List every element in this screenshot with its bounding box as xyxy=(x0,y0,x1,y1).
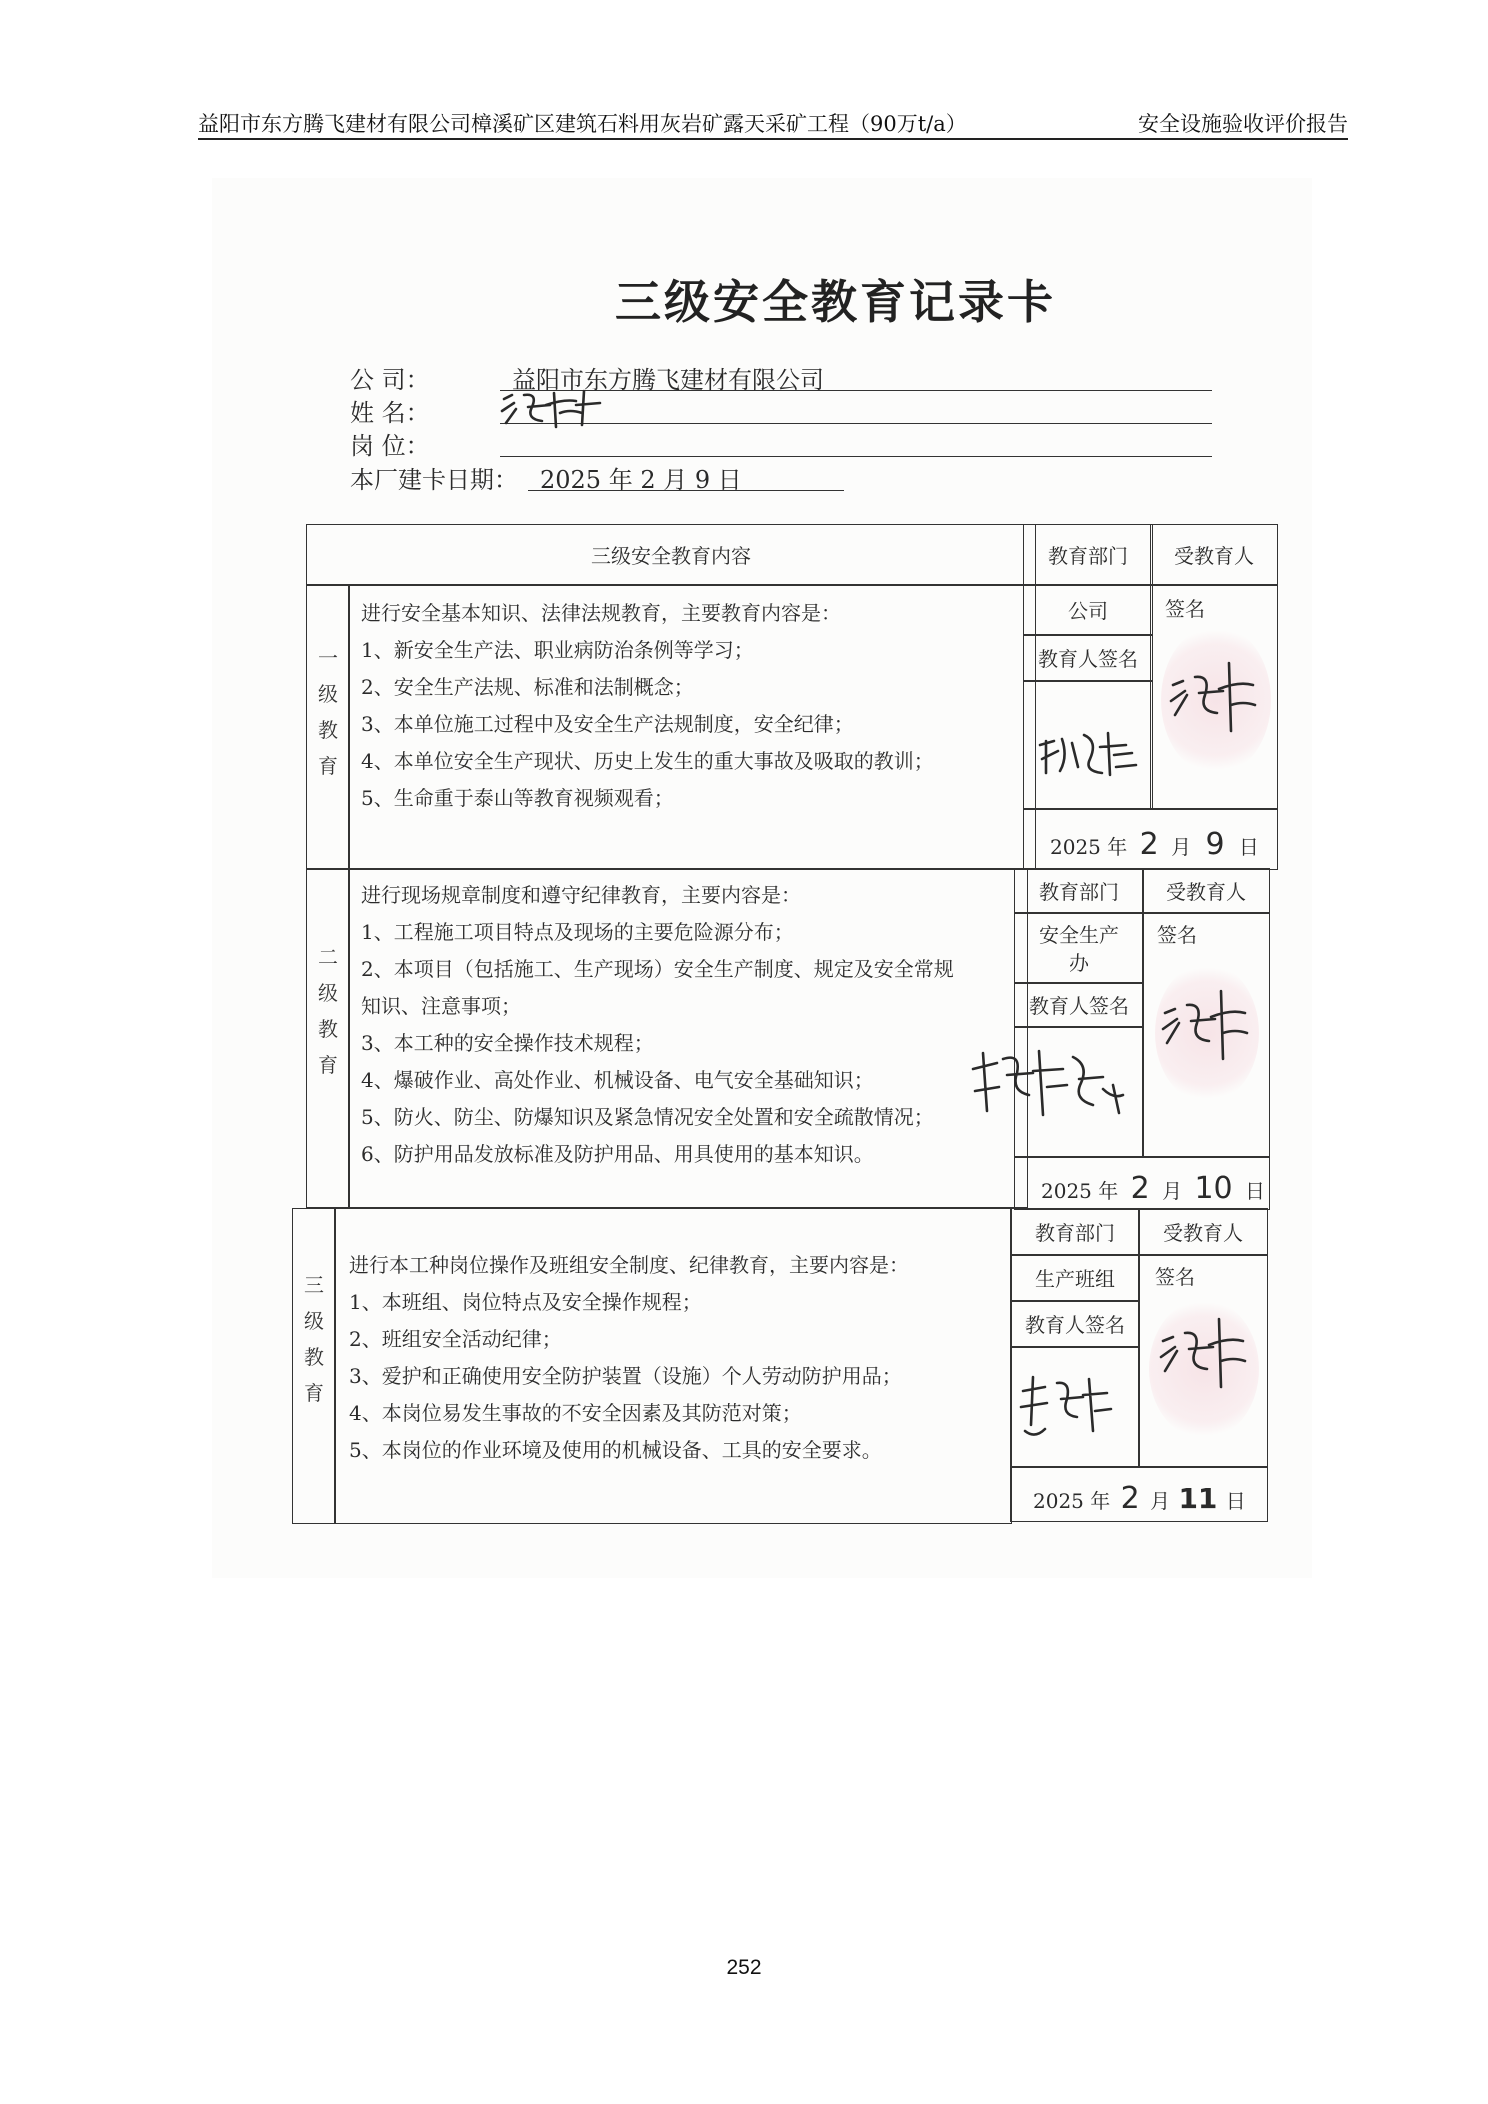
section3-educator-label: 教育人签名 xyxy=(1025,1313,1125,1337)
header-trainee-label: 受教育人 xyxy=(1174,544,1254,568)
card-title: 三级安全教育记录卡 xyxy=(615,275,1056,329)
list-item: 3、本工种的安全操作技术规程； xyxy=(361,1031,654,1055)
list-item: 1、本班组、岗位特点及安全操作规程； xyxy=(349,1290,702,1314)
section2-trainee-signature xyxy=(1157,983,1257,1073)
section3-educator-label-cell xyxy=(1010,1300,1140,1348)
section2-trainee-header: 受教育人 xyxy=(1166,880,1246,904)
section1-dept: 公司 xyxy=(1068,599,1108,623)
section1-educator-sign-cell xyxy=(1023,680,1153,810)
section3-trainee-signature xyxy=(1155,1311,1255,1401)
header-trainee-cell xyxy=(1150,524,1278,586)
section2-date-month-unit: 月 xyxy=(1162,1179,1183,1203)
section1-content-cell xyxy=(348,584,1036,870)
section1-sign-label: 签名 xyxy=(1165,597,1205,621)
section1-date-cell xyxy=(1023,808,1278,870)
section2-educator-signature xyxy=(963,1029,1143,1139)
section2-content-cell xyxy=(348,868,1028,1208)
list-item: 4、爆破作业、高处作业、机械设备、电气安全基础知识； xyxy=(361,1068,874,1092)
name-label: 姓 名： xyxy=(350,399,430,427)
section1-date-month-unit: 月 xyxy=(1171,835,1192,859)
header-dept-label: 教育部门 xyxy=(1048,544,1128,568)
section1-date-day-unit: 日 xyxy=(1238,835,1259,859)
section2-dept-header: 教育部门 xyxy=(1039,880,1119,904)
list-item: 1、新安全生产法、职业病防治条例等学习； xyxy=(361,638,754,662)
section3-date-day: 11 xyxy=(1178,1482,1218,1515)
card-date-line xyxy=(528,460,844,494)
report-type: 安全设施验收评价报告 xyxy=(1138,112,1348,136)
section3-label: 三 级 教 育 xyxy=(304,1273,324,1405)
section2-dept-header-cell xyxy=(1014,868,1144,914)
section3-educator-signature xyxy=(1011,1347,1139,1467)
section3-sign-label: 签名 xyxy=(1155,1265,1195,1289)
section1-educator-label: 教育人签名 xyxy=(1038,647,1138,671)
list-item: 5、生命重于泰山等教育视频观看； xyxy=(361,786,674,810)
section3-educator-sign-cell xyxy=(1010,1346,1140,1468)
section2-trainee-cell xyxy=(1142,912,1270,1158)
section3-trainee-header: 受教育人 xyxy=(1163,1221,1243,1245)
section1-educator-signature xyxy=(1024,681,1152,809)
section3-trainee-cell xyxy=(1138,1254,1268,1468)
list-item: 6、防护用品发放标准及防护用品、用具使用的基本知识。 xyxy=(361,1142,874,1166)
list-item: 3、爱护和正确使用安全防护装置（设施）个人劳动防护用品； xyxy=(349,1364,902,1388)
header-content-cell xyxy=(306,524,1036,586)
section3-trainee-header-cell xyxy=(1138,1208,1268,1256)
position-line xyxy=(500,426,1212,457)
section1-educator-label-cell xyxy=(1023,634,1153,682)
section1-date-month: 2 xyxy=(1139,827,1159,862)
section2-dept-cell xyxy=(1014,912,1144,984)
section3-items xyxy=(349,1247,1011,1469)
list-item: 2、本项目（包括施工、生产现场）安全生产制度、规定及安全常规 xyxy=(361,957,954,981)
section3-date-day-unit: 日 xyxy=(1225,1489,1246,1513)
section1-dept-cell xyxy=(1023,584,1153,636)
card-date-label: 本厂建卡日期： xyxy=(350,466,518,494)
section3-dept: 生产班组 xyxy=(1035,1267,1115,1291)
section2-date-cell xyxy=(1014,1156,1270,1210)
company-value: 益阳市东方腾飞建材有限公司 xyxy=(512,366,824,394)
section2-date-month: 2 xyxy=(1130,1171,1150,1206)
card-date-value: 2025 年 2 月 9 日 xyxy=(540,466,742,494)
list-item: 3、本单位施工过程中及安全生产法规制度，安全纪律； xyxy=(361,712,854,736)
report-project-title: 益阳市东方腾飞建材有限公司樟溪矿区建筑石料用灰岩矿露天采矿工程（90万t/a） xyxy=(198,112,967,136)
list-item: 5、防火、防尘、防爆知识及紧急情况安全处置和安全疏散情况； xyxy=(361,1105,934,1129)
list-item: 进行现场规章制度和遵守纪律教育，主要内容是： xyxy=(361,883,801,907)
section3-date-month-unit: 月 xyxy=(1150,1489,1171,1513)
section2-educator-label: 教育人签名 xyxy=(1029,994,1129,1018)
list-item: 进行安全基本知识、法律法规教育，主要教育内容是： xyxy=(361,601,841,625)
section1-items xyxy=(361,595,1035,817)
list-item: 5、本岗位的作业环境及使用的机械设备、工具的安全要求。 xyxy=(349,1438,882,1462)
section2-date-year: 2025 年 xyxy=(1041,1179,1119,1203)
page-number: 252 xyxy=(726,1956,762,1979)
section2-educator-label-cell xyxy=(1014,982,1144,1028)
section2-label-cell xyxy=(306,868,350,1208)
education-record-table xyxy=(292,524,1284,1522)
section1-label-cell xyxy=(306,584,350,870)
section3-date-cell xyxy=(1010,1466,1268,1522)
section3-dept-cell xyxy=(1010,1254,1140,1302)
list-item: 4、本单位安全生产现状、历史上发生的重大事故及吸取的教训； xyxy=(361,749,934,773)
section3-dept-header-cell xyxy=(1010,1208,1140,1256)
section1-date-year: 2025 年 xyxy=(1050,835,1128,859)
section3-content-cell xyxy=(334,1208,1012,1524)
section3-label-cell xyxy=(292,1208,336,1524)
section2-educator-sign-cell xyxy=(1014,1026,1144,1158)
section2-label: 二 级 教 育 xyxy=(318,945,338,1077)
section2-dept: 安全生产办 xyxy=(1039,923,1119,975)
section2-items xyxy=(361,877,1027,1173)
section2-trainee-header-cell xyxy=(1142,868,1270,914)
section2-date-day: 10 xyxy=(1194,1171,1233,1206)
section3-date-year: 2025 年 xyxy=(1033,1489,1111,1513)
header-content-label: 三级安全教育内容 xyxy=(591,544,751,568)
list-item: 4、本岗位易发生事故的不安全因素及其防范对策； xyxy=(349,1401,802,1425)
list-item: 1、工程施工项目特点及现场的主要危险源分布； xyxy=(361,920,794,944)
section1-trainee-cell xyxy=(1150,584,1278,810)
list-item: 2、安全生产法规、标准和法制概念； xyxy=(361,675,694,699)
section1-label: 一 级 教 育 xyxy=(318,646,338,778)
section2-sign-label: 签名 xyxy=(1157,923,1197,947)
running-header xyxy=(198,104,1348,140)
section2-date-day-unit: 日 xyxy=(1244,1179,1265,1203)
position-label: 岗 位： xyxy=(350,432,430,460)
company-label: 公 司： xyxy=(350,366,430,394)
list-item: 知识、注意事项； xyxy=(361,994,521,1018)
section3-dept-header: 教育部门 xyxy=(1035,1221,1115,1245)
header-dept-cell xyxy=(1023,524,1153,586)
list-item: 进行本工种岗位操作及班组安全制度、纪律教育，主要内容是： xyxy=(349,1253,909,1277)
list-item: 2、班组安全活动纪律； xyxy=(349,1327,562,1351)
section3-date-month: 2 xyxy=(1120,1481,1140,1516)
section1-date-day: 9 xyxy=(1205,827,1225,862)
section1-trainee-signature xyxy=(1165,655,1265,745)
